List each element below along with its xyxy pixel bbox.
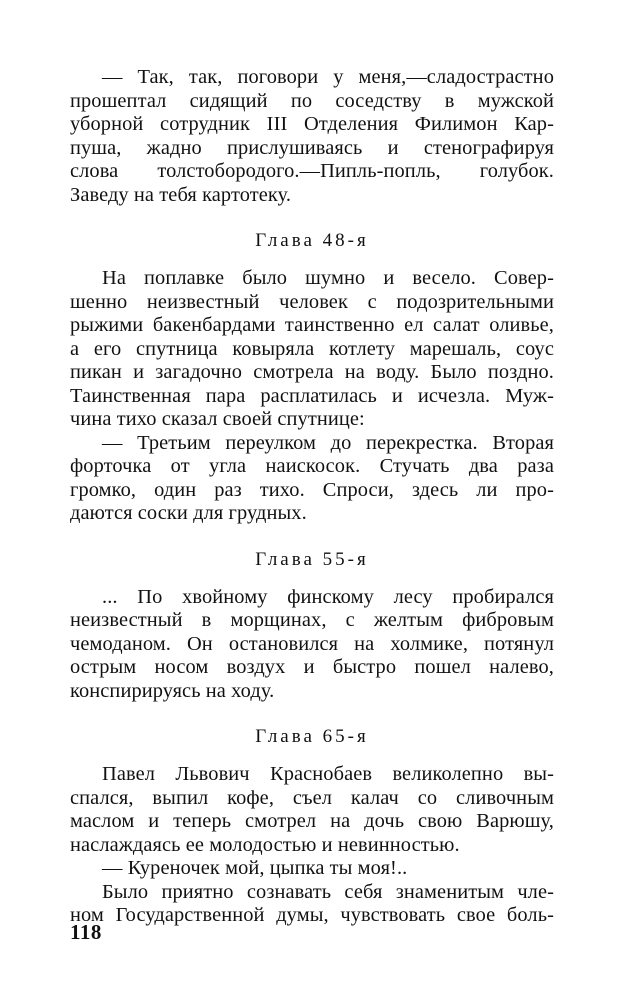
text-line: неизвестный в морщинах, с желтым фибровым xyxy=(70,609,554,631)
text-line: Таинственная пара расплатилась и исчезла. Муж- xyxy=(70,384,554,407)
page-number: 118 xyxy=(70,920,102,944)
paragraph xyxy=(70,881,554,928)
page-body xyxy=(70,66,554,928)
text-line: пуша, жадно прислушиваясь и стенографируя xyxy=(70,136,554,159)
paragraph xyxy=(70,432,554,526)
text-line: конспирируясь на ходу. xyxy=(70,679,275,702)
text-line: спался, выпил кофе, съел калач со сливочным xyxy=(70,786,554,809)
text-line: — Так, так, поговори у меня,—сладострастно xyxy=(102,66,554,88)
text-line: маслом и теперь смотрел на дочь свою Варюшу, xyxy=(70,810,554,832)
text-line: уборной сотрудник III Отделения Филимон Кар- xyxy=(70,113,554,135)
text-line: пикан и загадочно смотрела на воду. Было поздно. xyxy=(70,361,554,383)
text-line: Заведу на тебя картотеку. xyxy=(70,183,292,206)
paragraph xyxy=(70,66,554,207)
text-line: ... По хвойному финскому лесу пробирался xyxy=(102,585,554,608)
text-line: слова толстобородого.—Пипль-попль, голубок. xyxy=(70,160,554,182)
paragraph xyxy=(70,267,554,432)
paragraph xyxy=(70,586,554,704)
text-line: — Куреночек мой, цыпка ты моя!.. xyxy=(102,857,408,879)
text-line: форточка от угла наискосок. Стучать два раза xyxy=(70,455,554,477)
text-line: шенно неизвестный человек с подозрительными xyxy=(70,290,554,313)
text-line: громко, один раз тихо. Спроси, здесь ли про- xyxy=(70,478,554,501)
text-line: наслаждаясь ее молодостью и невинностью. xyxy=(70,833,460,856)
text-line: чина тихо сказал своей спутнице: xyxy=(70,408,365,430)
paragraph xyxy=(70,763,554,857)
text-line: а его спутница ковыряла котлету марешаль, соус xyxy=(70,337,554,360)
text-line: На поплавке было шумно и весело. Совер- xyxy=(102,267,554,289)
chapter-heading: Глава 48-я xyxy=(255,230,369,251)
text-line: чемоданом. Он остановился на холмике, потянул xyxy=(70,632,554,655)
chapter-heading: Глава 65-я xyxy=(255,726,369,747)
text-line: — Третьим переулком до перекрестка. Вторая xyxy=(102,431,554,454)
text-line: Павел Львович Краснобаев великолепно вы- xyxy=(102,763,554,785)
text-line: ном Государственной думы, чувствовать свое боль- xyxy=(70,904,554,926)
paragraph xyxy=(70,857,554,881)
text-line: Было приятно сознавать себя знаменитым чле- xyxy=(102,880,554,903)
text-line: острым носом воздух и быстро пошел налево, xyxy=(70,656,554,678)
text-line: даются соски для грудных. xyxy=(70,502,307,524)
chapter-heading: Глава 55-я xyxy=(255,548,369,570)
text-line: рыжими бакенбардами таинственно ел салат оливье, xyxy=(70,314,554,336)
text-line: прошептал сидящий по соседству в мужской xyxy=(70,89,554,112)
